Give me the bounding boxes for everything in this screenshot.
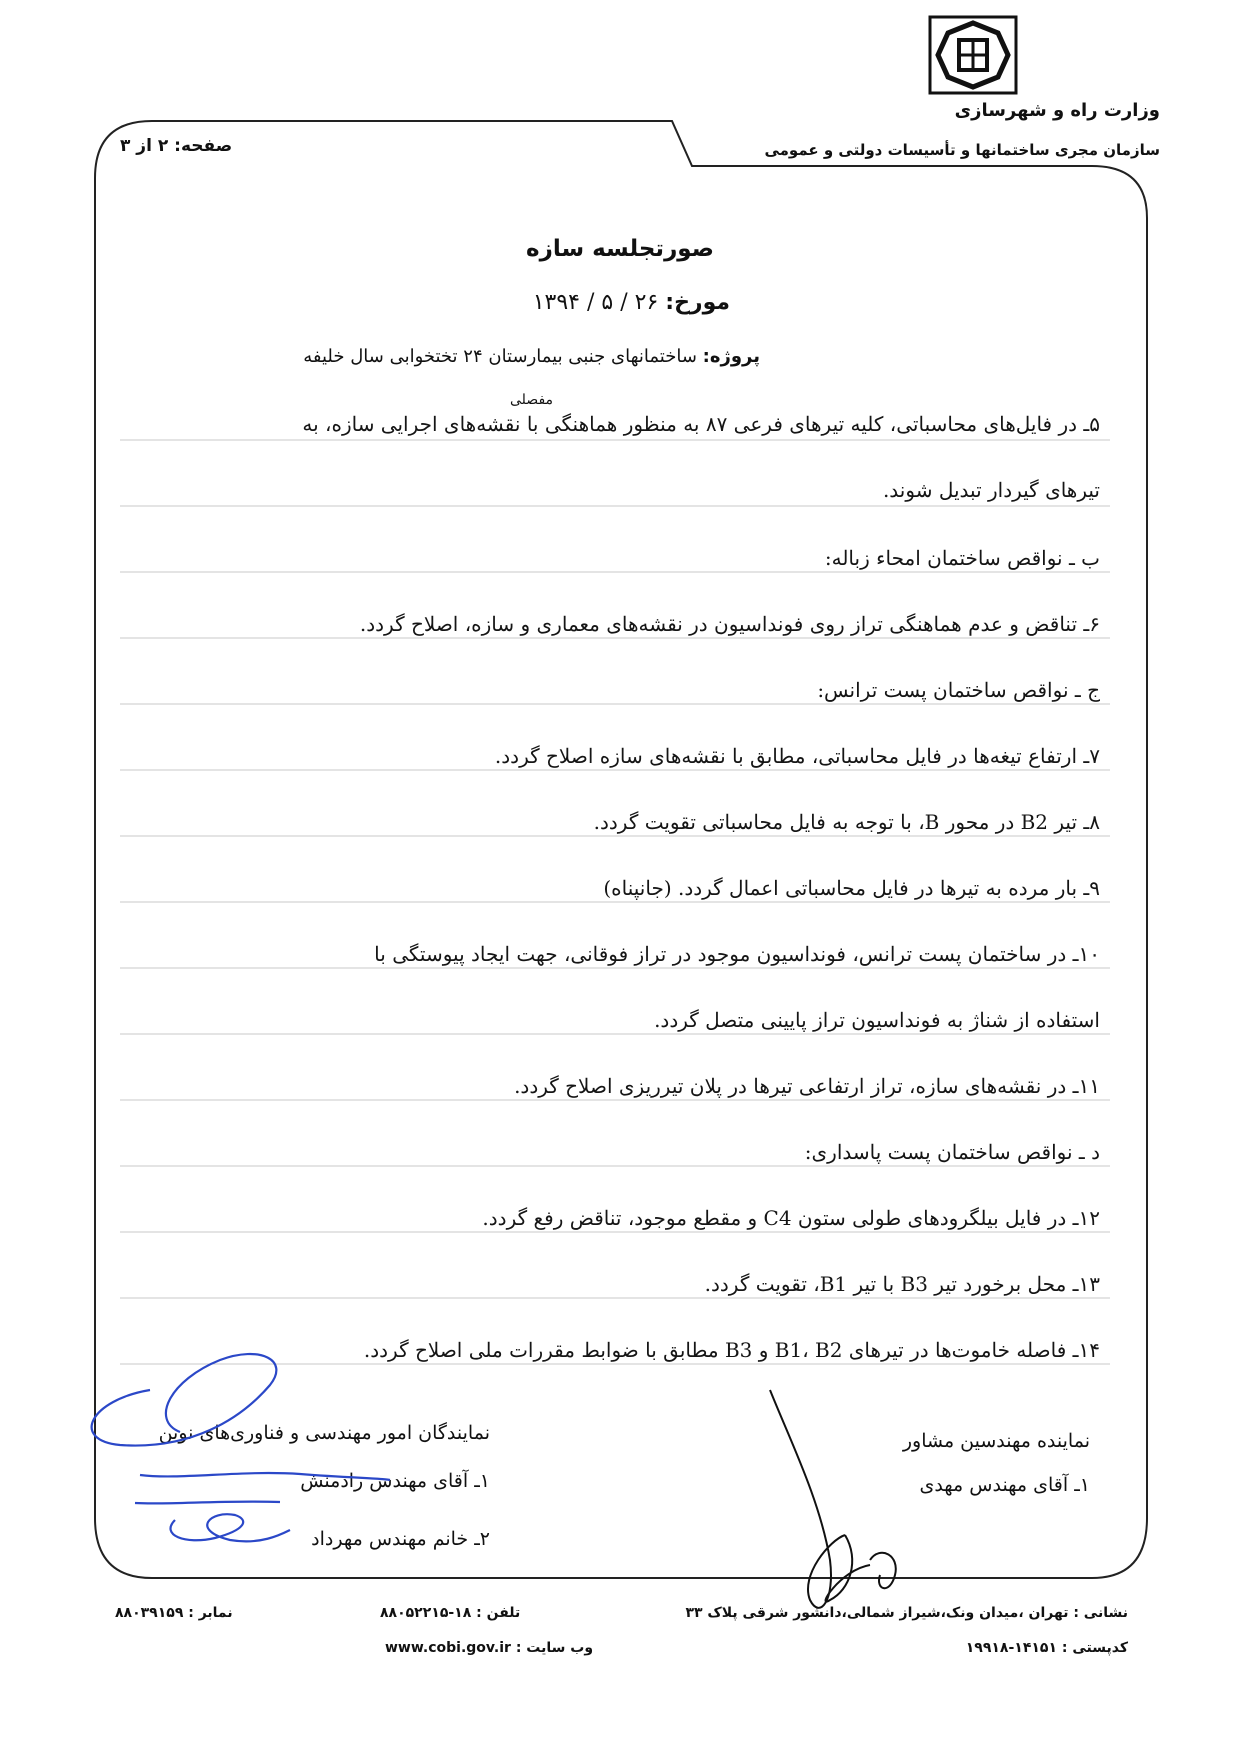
ministry-name: وزارت راه و شهرسازی (954, 100, 1160, 121)
consultant-representatives-heading: نماینده مهندسین مشاور (902, 1430, 1090, 1452)
footer-postal-code: کدپستی : ۱۴۱۵۱-۱۹۹۱۸ (965, 1640, 1128, 1656)
page-frame (92, 118, 1150, 1582)
project-label: پروژه: (702, 346, 760, 367)
note-line: ۸ـ تیر B2 در محور B، با توجه به فایل محاسباتی تقویت گردد. (593, 810, 1100, 834)
date-value: ۲۶ / ۵ / ۱۳۹۴ (532, 290, 659, 315)
consultant-representative-1: ۱ـ آقای مهندس مهدی (919, 1474, 1090, 1496)
note-line: ۱۲ـ در فایل بیلگرودهای طولی ستون C4 و مقطع موجود، تناقض رفع گردد. (482, 1206, 1100, 1230)
note-line: ۷ـ ارتفاع تیغه‌ها در فایل محاسباتی، مطابق با نقشه‌های سازه اصلاح گردد. (494, 744, 1100, 768)
note-line: ۶ـ تناقض و عدم هماهنگی تراز روی فونداسیون در نقشه‌های معماری و سازه، اصلاح گردد. (359, 612, 1100, 636)
note-line: ۱۴ـ فاصله خاموت‌ها در تیرهای B1، B2 و B3 مطابق با ضوابط مقررات ملی اصلاح گردد. (363, 1338, 1100, 1362)
section-heading: د ـ نواقص ساختمان پست پاسداری: (804, 1140, 1100, 1164)
date-label: مورخ: (665, 290, 730, 315)
note-line: استفاده از شناژ به فونداسیون تراز پایینی متصل گردد. (654, 1008, 1100, 1032)
footer-website (385, 1640, 593, 1656)
note-line: ۹ـ بار مرده به تیرها در فایل محاسباتی اعمال گردد. (جانپناه) (603, 876, 1100, 900)
engineering-representative-2: ۲ـ خانم مهندس مهرداد (311, 1528, 490, 1550)
footer-phone: تلفن : ۱۸-۸۸۰۵۲۲۱۵ (380, 1605, 521, 1621)
project-line (240, 346, 760, 367)
organization-logo (928, 15, 1018, 95)
black-signature (770, 1390, 896, 1608)
note-line: تیرهای گیردار تبدیل شوند. (882, 478, 1100, 502)
footer-address: نشانی : تهران ،میدان ونک،شیراز شمالی،دانشور شرقی پلاک ۳۳ (685, 1605, 1128, 1621)
organization-header (764, 100, 1160, 159)
footer-website-label: وب سایت : (515, 1640, 594, 1656)
blue-signature (92, 1354, 390, 1541)
note-line: ۵ـ در فایل‌های محاسباتی، کلیه تیرهای فرعی ۸۷ به منظور هماهنگی با نقشه‌های اجرایی سازه، به (302, 412, 1100, 436)
section-heading: ب ـ نواقص ساختمان امحاء زباله: (824, 546, 1100, 570)
footer-website-url[interactable]: www.cobi.gov.ir (385, 1640, 511, 1656)
footer-fax: نمابر : ۸۸۰۳۹۱۵۹ (115, 1605, 233, 1621)
document-title: صورتجلسه سازه (526, 236, 714, 262)
inserted-word: مفصلی (510, 392, 554, 408)
engineering-representatives-heading: نمایندگان امور مهندسی و فناوری‌های نوین (158, 1422, 490, 1444)
project-value: ساختمانهای جنبی بیمارستان ۲۴ تختخوابی سال خلیفه (303, 346, 697, 367)
note-line: ۱۰ـ در ساختمان پست ترانس، فونداسیون موجود در تراز فوقانی، جهت ایجاد پیوستگی با (374, 942, 1100, 966)
agency-name: سازمان مجری ساختمانها و تأسیسات دولتی و عمومی (764, 141, 1160, 159)
section-heading: ج ـ نواقص ساختمان پست ترانس: (817, 678, 1100, 702)
date-line (470, 290, 730, 315)
engineering-representative-1: ۱ـ آقای مهندس رادمنش (300, 1470, 490, 1492)
note-line: ۱۳ـ محل برخورد تیر B3 با تیر B1، تقویت گردد. (704, 1272, 1100, 1296)
page-number: صفحه: ۲ از ۳ (120, 136, 233, 156)
note-line: ۱۱ـ در نقشه‌های سازه، تراز ارتفاعی تیرها در پلان تیرریزی اصلاح گردد. (514, 1074, 1100, 1098)
